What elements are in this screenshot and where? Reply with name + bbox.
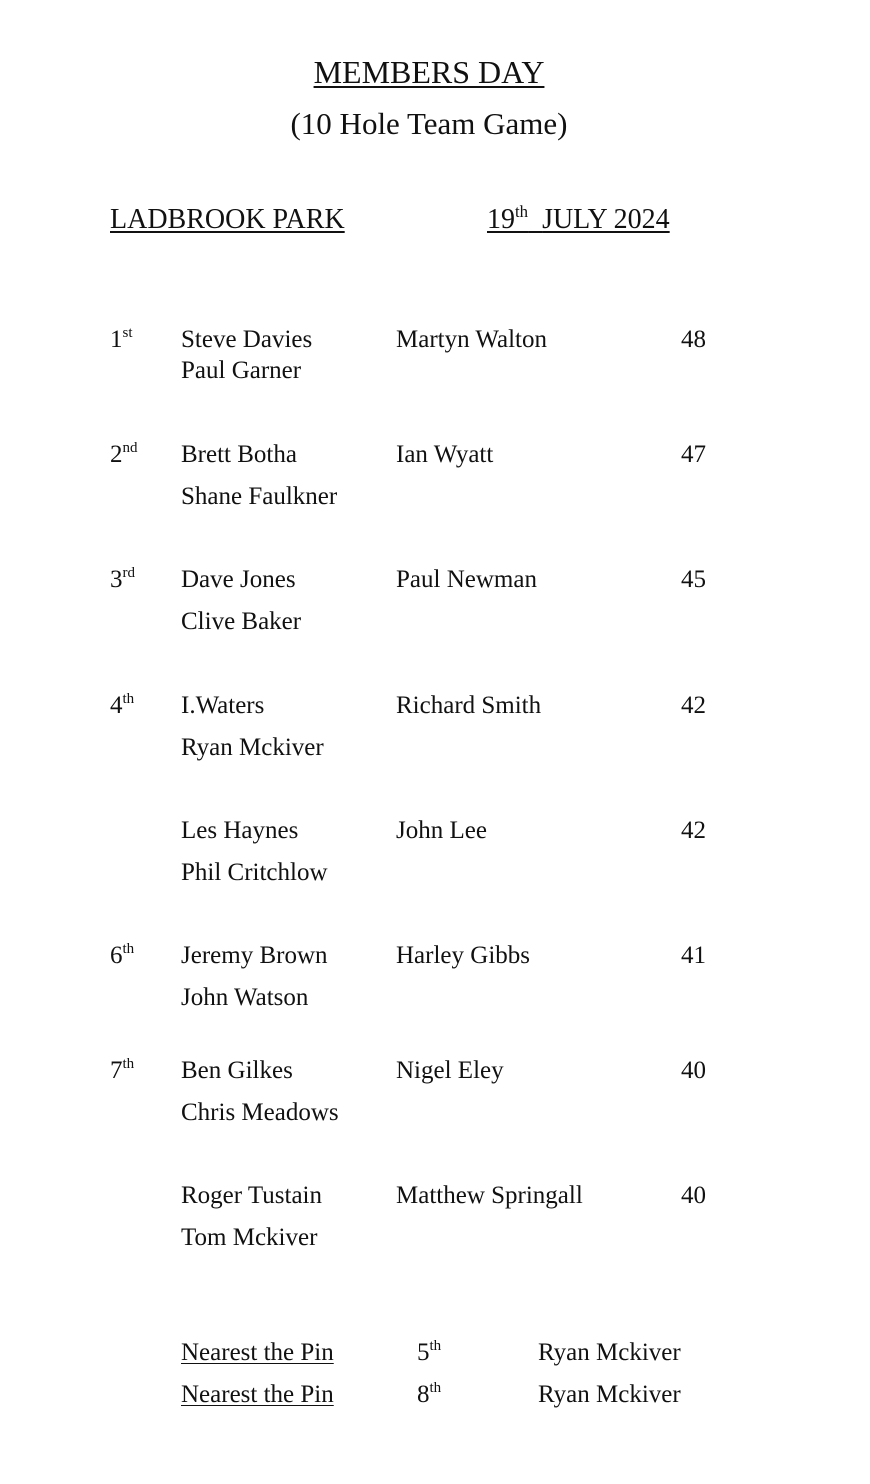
result-row [0,817,870,897]
hole-number: 5th [417,1338,442,1366]
date-day: 19 [487,204,515,235]
team-score: 42 [681,817,706,844]
player-name: Roger Tustain [181,1182,323,1209]
event-date [487,204,670,236]
player-name: Richard Smith [396,692,542,719]
team-score: 47 [681,441,706,468]
position: 4th [110,691,135,719]
player-name: Steve Davies [181,326,313,353]
player-name: Paul Newman [396,566,537,593]
team-score: 40 [681,1182,706,1209]
player-name: Ian Wyatt [396,441,494,468]
player-name: Clive Baker [181,608,302,635]
player-name: John Lee [396,817,487,844]
player-name: Shane Faulkner [181,483,338,510]
page-title: MEMBERS DAY [313,54,545,90]
result-row [0,326,870,406]
position: 6th [110,941,135,969]
nearest-pin-label: Nearest the Pin [181,1339,334,1366]
player-name: Brett Botha [181,441,297,468]
result-row [0,1057,870,1137]
player-name: Nigel Eley [396,1057,504,1084]
player-name: Ryan Mckiver [181,734,324,761]
player-name: Les Haynes [181,817,299,844]
result-row [0,566,870,646]
team-score: 42 [681,692,706,719]
player-name: Chris Meadows [181,1099,339,1126]
result-row [0,692,870,772]
player-name: Phil Critchlow [181,859,328,886]
pin-winner: Ryan Mckiver [538,1339,681,1366]
position: 2nd [110,440,138,468]
position: 7th [110,1056,135,1084]
pin-winner: Ryan Mckiver [538,1381,681,1408]
venue-name: LADBROOK PARK [110,204,345,235]
position: 1st [110,325,133,353]
team-score: 48 [681,326,706,353]
nearest-pin-row [0,1339,870,1373]
position: 3rd [110,565,135,593]
player-name: John Watson [181,984,309,1011]
result-row [0,1182,870,1262]
player-name: Dave Jones [181,566,296,593]
result-row [0,441,870,521]
player-name: Tom Mckiver [181,1224,318,1251]
nearest-pin-row [0,1381,870,1415]
player-name: Matthew Springall [396,1182,583,1209]
player-name: I.Waters [181,692,265,719]
page-subtitle: (10 Hole Team Game) [290,106,568,141]
player-name: Harley Gibbs [396,942,530,969]
date-month-year: JULY 2024 [542,204,670,235]
player-name: Paul Garner [181,357,302,384]
player-name: Martyn Walton [396,326,547,353]
team-score: 41 [681,942,706,969]
team-score: 40 [681,1057,706,1084]
hole-number: 8th [417,1380,442,1408]
team-score: 45 [681,566,706,593]
result-row [0,942,870,1022]
nearest-pin-label: Nearest the Pin [181,1381,334,1408]
date-suffix: th [515,202,529,222]
player-name: Jeremy Brown [181,942,328,969]
player-name: Ben Gilkes [181,1057,293,1084]
